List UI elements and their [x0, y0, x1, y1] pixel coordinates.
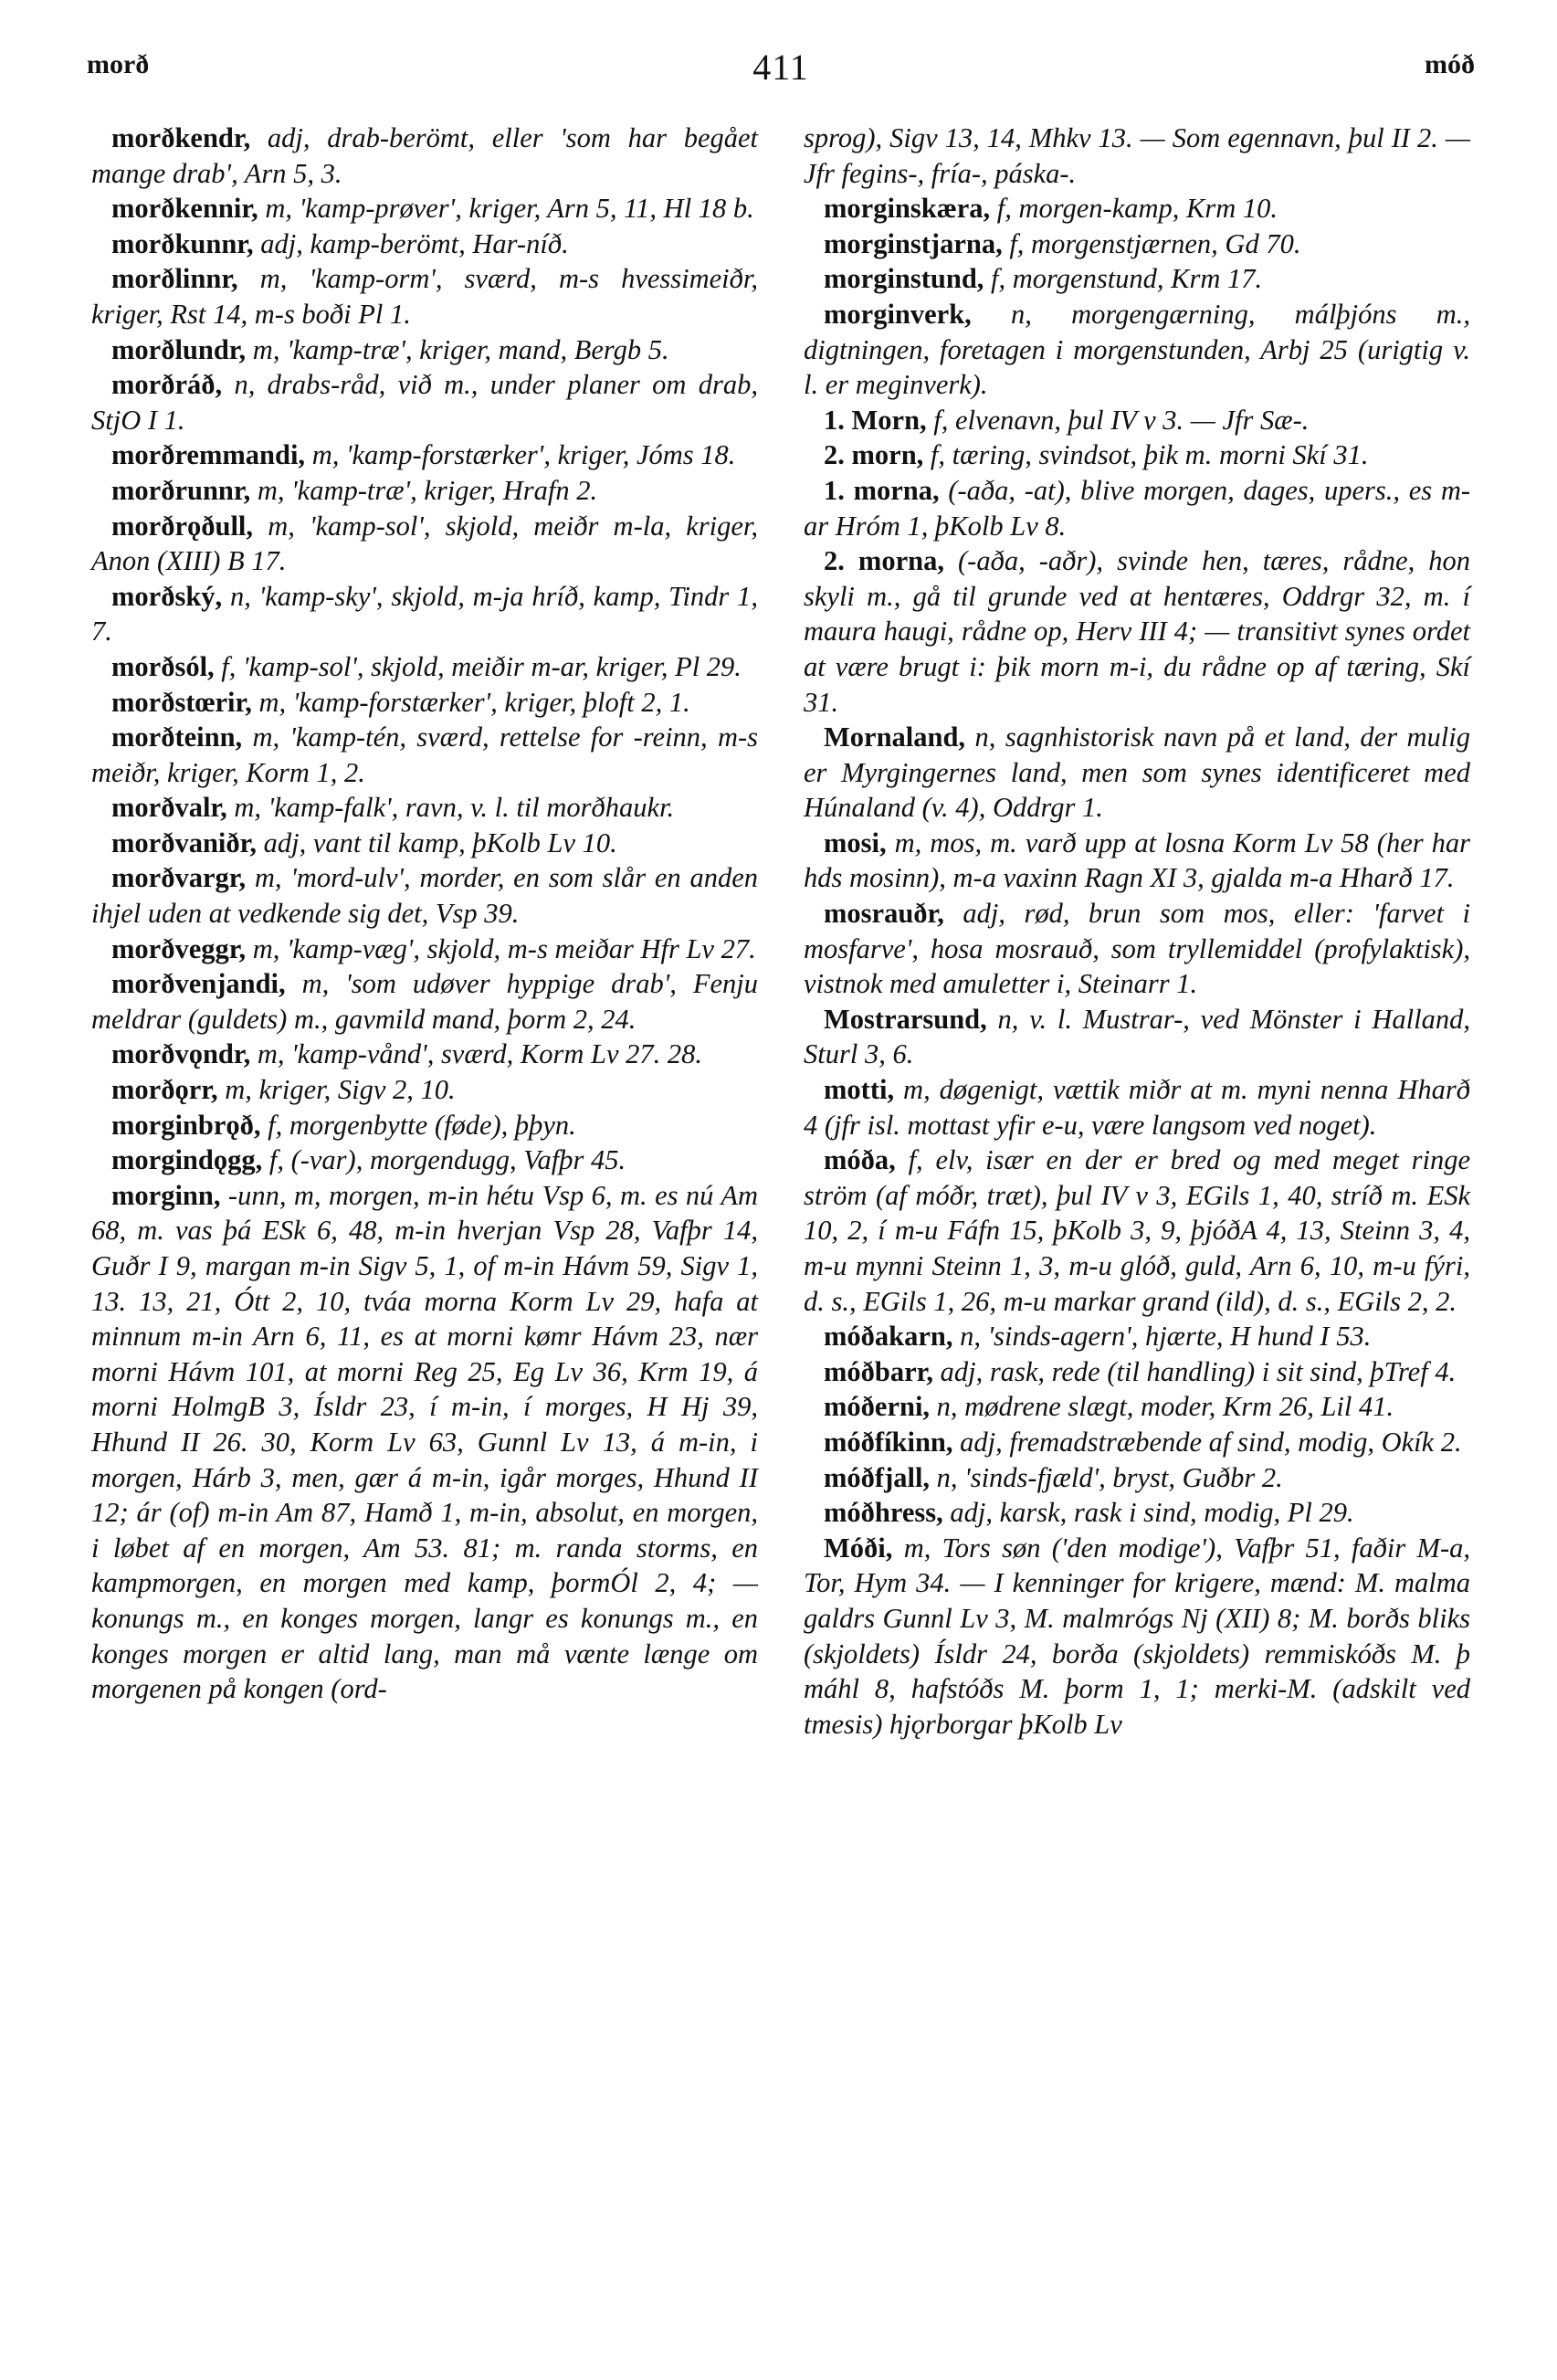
entry-definition: n, morgengærning, málþjóns m., digtningen, foretagen i morgenstunden, Arbj 25 (urigtig v. l. er meginverk). [804, 298, 1471, 401]
dictionary-entry [91, 649, 758, 685]
entry-definition: m, 'kamp-sol', skjold, meiðr m-la, kriger, Anon (XIII) B 17. [91, 510, 759, 577]
dictionary-entry [804, 1531, 1470, 1743]
entry-definition: m, 'kamp-træ', kriger, mand, Bergb 5. [252, 333, 669, 365]
entry-definition: m, mos, m. varð upp at losna Korm Lv 58 (her har hds mosinn), m-a vaxinn Ragn XI 3, gjalda m-a Hharð 17. [804, 827, 1471, 894]
entry-definition: adj, fremadstræbende af sind, modig, Okík 2. [960, 1426, 1462, 1458]
dictionary-entry [804, 1319, 1470, 1354]
entry-definition: n, 'sinds-fjæld', bryst, Guðbr 2. [936, 1461, 1283, 1493]
entry-definition: m, 'kamp-forstærker', kriger, Jóms 18. [311, 439, 736, 471]
entry-headword: morðlundr, [111, 333, 247, 365]
entry-headword: morginverk, [824, 298, 972, 330]
entry-headword: morðveggr, [111, 932, 247, 964]
dictionary-entry [91, 261, 758, 332]
dictionary-entry [91, 332, 758, 368]
dictionary-entry [91, 121, 758, 191]
entry-definition: m, 'kamp-tén, sværd, rettelse for -reinn, m-s meiðr, kriger, Korm 1, 2. [91, 721, 758, 788]
dictionary-entry [804, 191, 1470, 226]
dictionary-entry [91, 1143, 758, 1178]
entry-headword: morðsól, [111, 650, 215, 682]
entry-definition: m, 'kamp-forstærker', kriger, þloft 2, 1. [258, 686, 690, 718]
entry-headword: 2. morn, [824, 439, 924, 471]
entry-headword: morginstjarna, [824, 227, 1003, 259]
dictionary-entry [804, 226, 1470, 262]
entry-headword: morðkendr, [111, 122, 251, 153]
dictionary-entry [804, 1072, 1470, 1143]
entry-headword: morðrǫðull, [111, 510, 254, 542]
dictionary-entry [804, 1143, 1470, 1319]
entry-definition: (-aða, -at), blive morgen, dages, upers., es m-ar Hróm 1, þKolb Lv 8. [804, 474, 1470, 542]
dictionary-entry [804, 720, 1470, 826]
entry-definition: f, 'kamp-sol', skjold, meiðir m-ar, kriger, Pl 29. [221, 650, 742, 682]
entry-definition: adj, drab-berömt, eller 'som har begået mange drab', Arn 5, 3. [91, 122, 758, 189]
dictionary-entry [91, 860, 758, 931]
entry-definition: m, døgenigt, vættik miðr at m. myni nenna Hharð 4 (jfr isl. mottast yfir e-u, være langsom ved noget). [804, 1074, 1471, 1141]
dictionary-entry [91, 826, 758, 861]
entry-headword: mosi, [824, 827, 887, 858]
entry-definition: m, 'kamp-væg', skjold, m-s meiðar Hfr Lv 27. [252, 932, 756, 964]
entry-headword: motti, [824, 1074, 895, 1106]
dictionary-entry [804, 1002, 1470, 1072]
entry-headword: morðvaniðr, [111, 827, 257, 858]
entry-definition: m, 'kamp-falk', ravn, v. l. til morðhaukr. [234, 792, 675, 824]
dictionary-entry [91, 966, 758, 1037]
entry-definition: adj, rask, rede (til handling) i sit sind, þTref 4. [940, 1355, 1457, 1387]
entry-headword: morðvenjandi, [111, 968, 286, 1000]
entry-headword: morginn, [111, 1179, 221, 1211]
right-running-headword: móð [1425, 49, 1475, 79]
entry-definition: f, elv, især en der er bred og med meget ringe ström (af móðr, træt), þul IV v 3, EGils 1, 40, stríð m. ESk 10, 2, í m-u Fáfn 15, þKolb 3, 9, þjóðA 4, 13, Steinn 3, 4, m-u mynni Steinn 1, 3, m-u glóð, guld, Arn 6, 10, m-u fýri, d. s., EGils 1, 26, m-u markar grand (ild), d. s., EGils 2, 2. [804, 1144, 1471, 1317]
dictionary-entry [804, 121, 1470, 191]
entry-definition: n, drabs-råd, við m., under planer om drab, StjO I 1. [91, 369, 758, 436]
left-column [91, 121, 758, 1707]
entry-definition: adj, kamp-berömt, Har-níð. [260, 227, 569, 259]
dictionary-entry [91, 437, 758, 473]
entry-headword: móða, [824, 1144, 896, 1176]
left-running-headword: morð [87, 49, 150, 79]
entry-definition: n, v. l. Mustrar-, ved Mönster i Halland, Sturl 3, 6. [804, 1003, 1470, 1070]
dictionary-entry [91, 1037, 758, 1072]
entry-headword: morðrunnr, [111, 474, 251, 506]
dictionary-entry [91, 932, 758, 967]
entry-definition: n, mødrene slægt, moder, Krm 26, Lil 41. [936, 1391, 1394, 1423]
dictionary-entry [804, 297, 1470, 403]
entry-headword: móðakarn, [824, 1321, 953, 1353]
entry-definition: f, morgenstund, Krm 17. [991, 263, 1263, 295]
entry-headword: morðremmandi, [111, 439, 306, 471]
entry-headword: morðvǫndr, [111, 1038, 251, 1070]
entry-headword: morðstœrir, [111, 686, 252, 718]
entry-headword: morðský, [111, 580, 223, 612]
dictionary-entry [91, 191, 758, 226]
entry-headword: morðvargr, [111, 862, 247, 894]
entry-definition: sprog), Sigv 13, 14, Mhkv 13. — Som egennavn, þul II 2. — Jfr fegins-, fría-, páska-. [804, 122, 1470, 189]
entry-definition: n, 'sinds-agern', hjærte, H hund I 53. [960, 1321, 1372, 1353]
entry-definition: m, kriger, Sigv 2, 10. [225, 1074, 456, 1106]
dictionary-entry [91, 473, 758, 509]
page-header [87, 44, 1475, 99]
dictionary-entry [91, 509, 758, 579]
entry-definition: m, 'kamp-orm', sværd, m-s hvessimeiðr, kriger, Rst 14, m-s boði Pl 1. [91, 263, 759, 330]
entry-definition: f, morgen-kamp, Krm 10. [996, 193, 1278, 225]
entry-headword: 2. morna, [824, 545, 944, 577]
entry-definition: m, 'mord-ulv', morder, en som slår en anden ihjel uden at vedkende sig det, Vsp 39. [91, 862, 758, 930]
dictionary-entry [804, 1425, 1470, 1460]
entry-headword: móðerni, [824, 1391, 931, 1423]
entry-headword: morðvalr, [111, 792, 227, 824]
entry-headword: morðkunnr, [111, 227, 254, 259]
entry-definition: m, 'kamp-vånd', sværd, Korm Lv 27. 28. [257, 1038, 703, 1070]
entry-headword: móðfíkinn, [824, 1426, 953, 1458]
entry-definition: f, morgenbytte (føde), þþyn. [268, 1109, 576, 1141]
entry-headword: Mostrarsund, [824, 1003, 987, 1035]
entry-headword: morðǫrr, [111, 1074, 218, 1106]
entry-definition: m, 'som udøver hyppige drab', Fenju meldrar (guldets) m., gavmild mand, þorm 2, 24. [91, 968, 758, 1035]
entry-headword: Mornaland, [824, 721, 966, 753]
right-column [804, 121, 1470, 1742]
dictionary-entry [804, 437, 1470, 473]
dictionary-entry [91, 579, 758, 649]
dictionary-entry [804, 543, 1470, 720]
entry-headword: mosrauðr, [824, 898, 944, 930]
entry-headword: morginstund, [824, 263, 984, 295]
entry-definition: m, Tors søn ('den modige'), Vafþr 51, faðir M-a, Tor, Hym 34. — I kenninger for krigere, mænd: M. malma galdrs Gunnl Lv 3, M. malmrógs Nj (XII) 8; M. borðs bliks (skjoldets) Ísldr 24, borða (skjoldets) remmiskóðs M. þ máhl 8, hafstóðs M. þorm 1, 1; merki-M. (adskilt ved tmesis) hjǫrborgar þKolb Lv [804, 1532, 1470, 1740]
dictionary-entry [91, 226, 758, 262]
entry-headword: morginskæra, [824, 193, 991, 225]
entry-definition: adj, vant til kamp, þKolb Lv 10. [263, 827, 617, 858]
dictionary-entry [804, 1354, 1470, 1390]
dictionary-entry [804, 261, 1470, 297]
entry-headword: morðráð, [111, 369, 223, 401]
entry-headword: 1. Morn, [824, 404, 927, 436]
dictionary-entry [804, 896, 1470, 1002]
dictionary-entry [804, 473, 1470, 543]
entry-headword: móðbarr, [824, 1355, 934, 1387]
entry-headword: morðlinnr, [111, 263, 238, 295]
entry-headword: morðteinn, [111, 721, 243, 753]
dictionary-entry [804, 1460, 1470, 1496]
dictionary-entry [804, 403, 1470, 438]
dictionary-entry [91, 1178, 758, 1707]
entry-definition: f, morgenstjærnen, Gd 70. [1009, 227, 1301, 259]
dictionary-entry [91, 367, 758, 437]
entry-definition: m, 'kamp-træ', kriger, Hrafn 2. [257, 474, 598, 506]
entry-headword: móðfjall, [824, 1461, 931, 1493]
entry-headword: morðkennir, [111, 193, 258, 225]
page-number: 411 [752, 47, 809, 88]
dictionary-entry [91, 790, 758, 826]
entry-headword: móðhress, [824, 1497, 943, 1529]
entry-headword: 1. morna, [824, 474, 940, 506]
entry-headword: morginbrǫð, [111, 1109, 261, 1141]
dictionary-entry [804, 826, 1470, 896]
entry-definition: f, elvenavn, þul IV v 3. — Jfr Sæ-. [933, 404, 1310, 436]
dictionary-entry [91, 1108, 758, 1143]
entry-headword: morgindǫgg, [111, 1144, 263, 1176]
entry-definition: (-aða, -aðr), svinde hen, tæres, rådne, hon skyli m., gå til grunde ved at hentæres, Oddrgr 32, m. í maura haugi, rådne op, Herv III 4; — transitivt synes ordet at være brugt i: þik morn m-i, du rådne op af tæring, Skí 31. [804, 545, 1470, 718]
entry-definition: n, 'kamp-sky', skjold, m-ja hríð, kamp, Tindr 1, 7. [91, 580, 758, 648]
dictionary-entry [91, 720, 758, 790]
entry-definition: adj, rød, brun som mos, eller: 'farvet i mosfarve', hosa mosrauð, som tryllemiddel (profylaktisk), vistnok med amuletter i, Steinarr 1. [804, 898, 1470, 1000]
entry-definition: n, sagnhistorisk navn på et land, der mulig er Myrgingernes land, men som synes identificeret med Húnaland (v. 4), Oddrgr 1. [804, 721, 1470, 824]
entry-definition: f, tæring, svindsot, þik m. morni Skí 31. [930, 439, 1369, 471]
dictionary-entry [804, 1389, 1470, 1425]
entry-definition: adj, karsk, rask i sind, modig, Pl 29. [950, 1497, 1354, 1529]
entry-definition: m, 'kamp-prøver', kriger, Arn 5, 11, Hl 18 b. [265, 193, 754, 225]
dictionary-entry [804, 1495, 1470, 1531]
dictionary-entry [91, 685, 758, 721]
entry-headword: Móði, [824, 1532, 893, 1564]
dictionary-entry [91, 1072, 758, 1108]
entry-definition: -unn, m, morgen, m-in hétu Vsp 6, m. es nú Am 68, m. vas þá ESk 6, 48, m-in hverjan Vsp 28, Vafþr 14, Guðr I 9, margan m-in Sigv 5, 1, of m-in Hávm 59, Sigv 1, 13. 13, 21, Ótt 2, 10, tváa morna Korm Lv 29, hafa at minnum m-in Arn 6, 11, es at morni kømr Hávm 23, nær morni Hávm 101, at morni Reg 25, Eg Lv 36, Krm 19, á morni HolmgB 3, Ísldr 23, í m-in, í morges, H Hj 39, Hhund II 26. 30, Korm Lv 63, Gunnl Lv 13, á m-in, i morgen, Hárb 3, men, gær á m-in, igår morges, Hhund II 12; ár (of) m-in Am 87, Hamð 1, m-in, absolut, en morgen, i løbet af en morgen, Am 53. 81; m. randa storms, en kampmorgen, en morgen med kamp, þormÓl 2, 4; — konungs m., en konges morgen, langr es konungs m., en konges morgen er altid lang, man må vænte længe om morgenen på kongen (ord- [91, 1179, 758, 1705]
entry-definition: f, (-var), morgendugg, Vafþr 45. [268, 1144, 626, 1176]
